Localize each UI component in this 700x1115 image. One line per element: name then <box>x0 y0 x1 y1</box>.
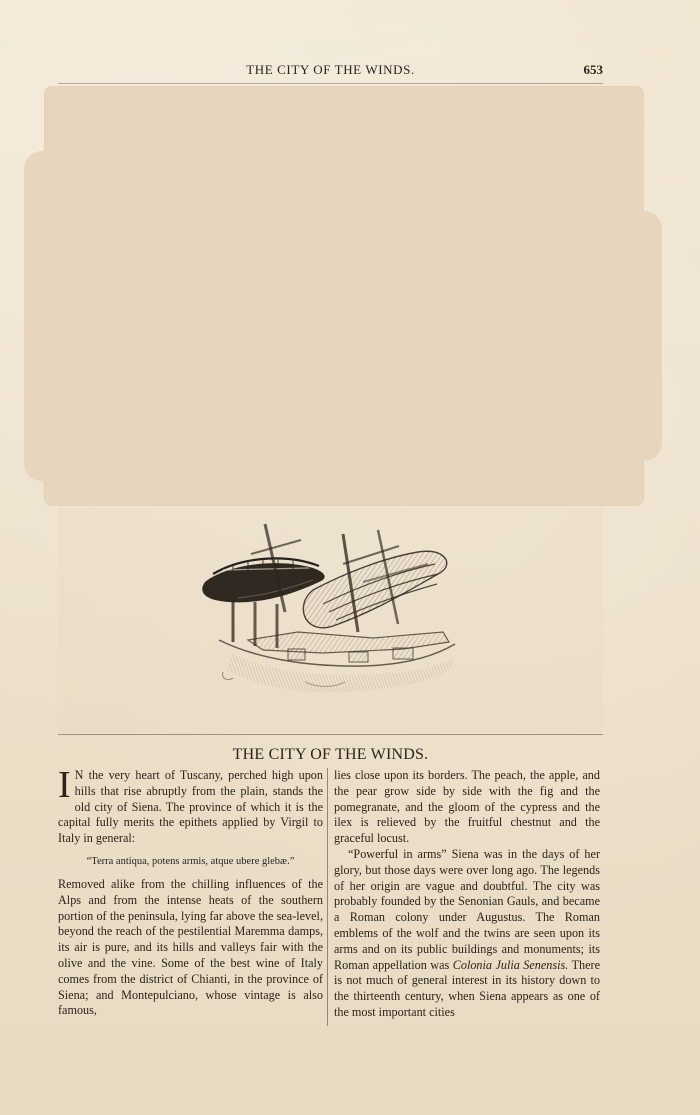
left-paragraph-1: IN the very heart of Tuscany, perched high upon hills that rise abruptly from the plain, stands the old city of Siena. The province of which it is the capital fully merits the epithets applied by Virgil to Italy in general: <box>58 764 323 846</box>
running-head <box>58 62 603 80</box>
illustration <box>58 507 603 732</box>
right-paragraph-2-text-before: “Powerful in arms” Siena was in the days of her glory, but those days were over long ago. The legends of her origin are vague and doubtful. The city was probably founded by the Senonian Gauls, and became a Roman colony under Augustus. The Roman emblems of the wolf and the twins are seen upon its arms and on its public buildings and monuments; its Roman appellation was <box>334 846 600 972</box>
column-divider <box>327 768 328 1026</box>
right-column <box>334 768 600 1068</box>
running-title: THE CITY OF THE WINDS. <box>246 62 415 77</box>
left-column <box>58 764 323 1068</box>
header-rule <box>58 83 603 84</box>
left-paragraph-2: Removed alike from the chilling influences of the Alps and from the intense heats of the southern portion of the peninsula, lying far above the sea-level, beyond the reach of the pestilential Maremma damps, its air is pure, and its hills and valleys fair with the olive and the vine. Some of the best wine of Italy comes from the district of Chianti, in the province of Siena; and Montepulciano, whose vintage is also famous, <box>58 876 323 1018</box>
right-paragraph-2-text-after: There is not much of general interest in its history down to the thirteenth century, when Siena appears as one of the most important cities <box>334 957 600 1019</box>
right-paragraph-2-emphasis: Colonia Julia Senensis. <box>452 957 569 972</box>
blank-plate-area <box>44 86 644 506</box>
right-paragraph-1: lies close upon its borders. The peach, the apple, and the pear grow side by side with the fig and the pomegranate, and the gloom of the cypress and the ilex is relieved by the fruitful chestnut and the graceful locust. <box>334 768 600 846</box>
right-paragraph-2 <box>334 847 600 1021</box>
engraving-ship-wreck-icon <box>193 512 463 717</box>
section-rule <box>58 734 603 735</box>
article-title: THE CITY OF THE WINDS. <box>232 746 429 763</box>
latin-quote: “Terra antiqua, potens armis, atque ubere glebæ.” <box>86 855 295 867</box>
page-number: 653 <box>583 62 603 77</box>
